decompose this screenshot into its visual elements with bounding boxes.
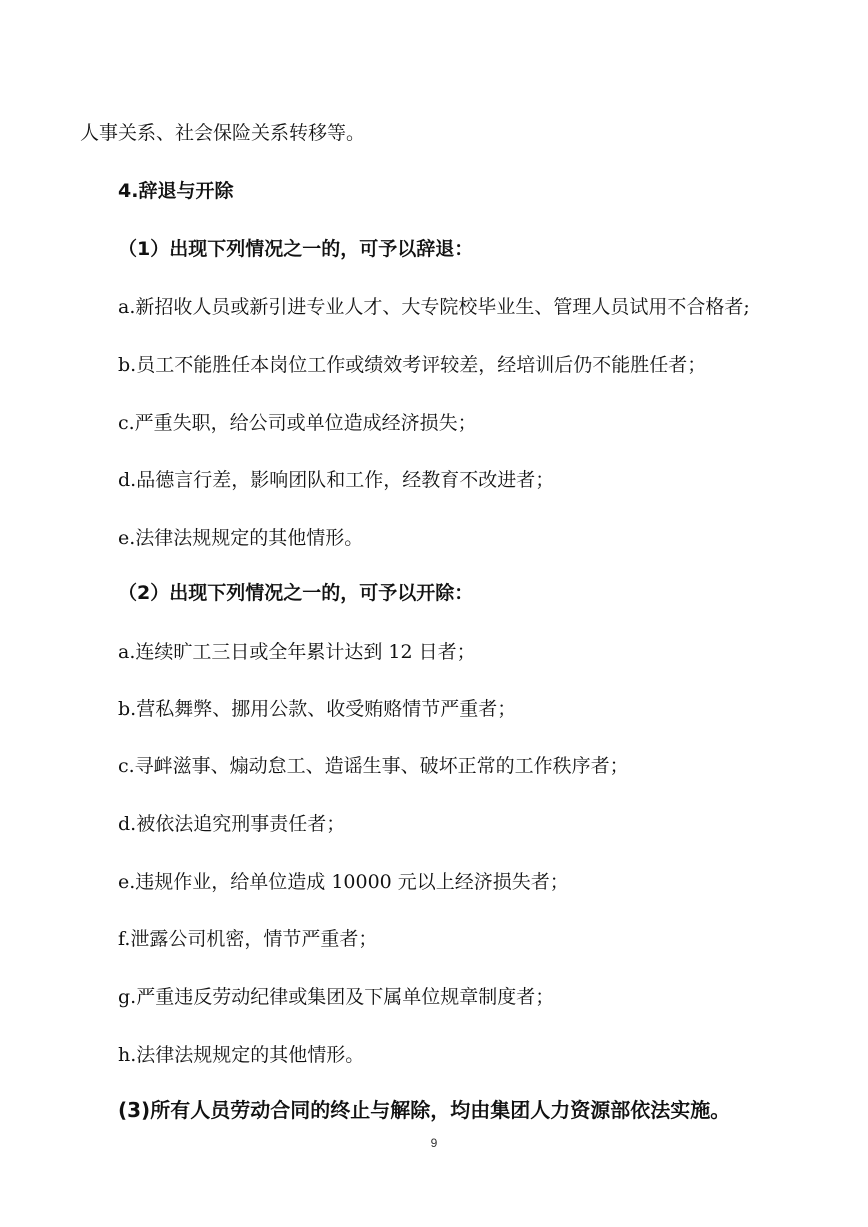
list-item: d.被依法追究刑事责任者； [118, 813, 346, 835]
paragraph-continuation: 人事关系、社会保险关系转移等。 [80, 122, 366, 144]
section-heading-dismissal: 4.辞退与开除 [118, 180, 234, 202]
list-item: f.泄露公司机密，情节严重者； [118, 928, 378, 950]
closing-statement: (3)所有人员劳动合同的终止与解除，均由集团人力资源部依法实施。 [118, 1098, 731, 1122]
subheading-resignation-conditions: （1）出现下列情况之一的，可予以辞退： [118, 238, 474, 260]
list-item: h.法律法规规定的其他情形。 [118, 1044, 365, 1066]
list-item: b.员工不能胜任本岗位工作或绩效考评较差，经培训后仍不能胜任者； [118, 354, 707, 376]
list-item: e.违规作业，给单位造成 10000 元以上经济损失者； [118, 871, 569, 893]
subheading-expulsion-conditions: （2）出现下列情况之一的，可予以开除： [118, 582, 474, 604]
list-item: d.品德言行差，影响团队和工作，经教育不改进者； [118, 469, 555, 491]
page-number: 9 [430, 1136, 438, 1150]
list-item: c.寻衅滋事、煽动怠工、造谣生事、破坏正常的工作秩序者； [118, 755, 629, 777]
list-item: b.营私舞弊、挪用公款、收受贿赂情节严重者； [118, 698, 517, 720]
list-item: e.法律法规规定的其他情形。 [118, 527, 364, 549]
list-item: c.严重失职，给公司或单位造成经济损失； [118, 412, 477, 434]
list-item: g.严重违反劳动纪律或集团及下属单位规章制度者； [118, 986, 555, 1008]
list-item: a.新招收人员或新引进专业人才、大专院校毕业生、管理人员试用不合格者; [118, 296, 750, 318]
list-item: a.连续旷工三日或全年累计达到 12 日者； [118, 641, 476, 663]
